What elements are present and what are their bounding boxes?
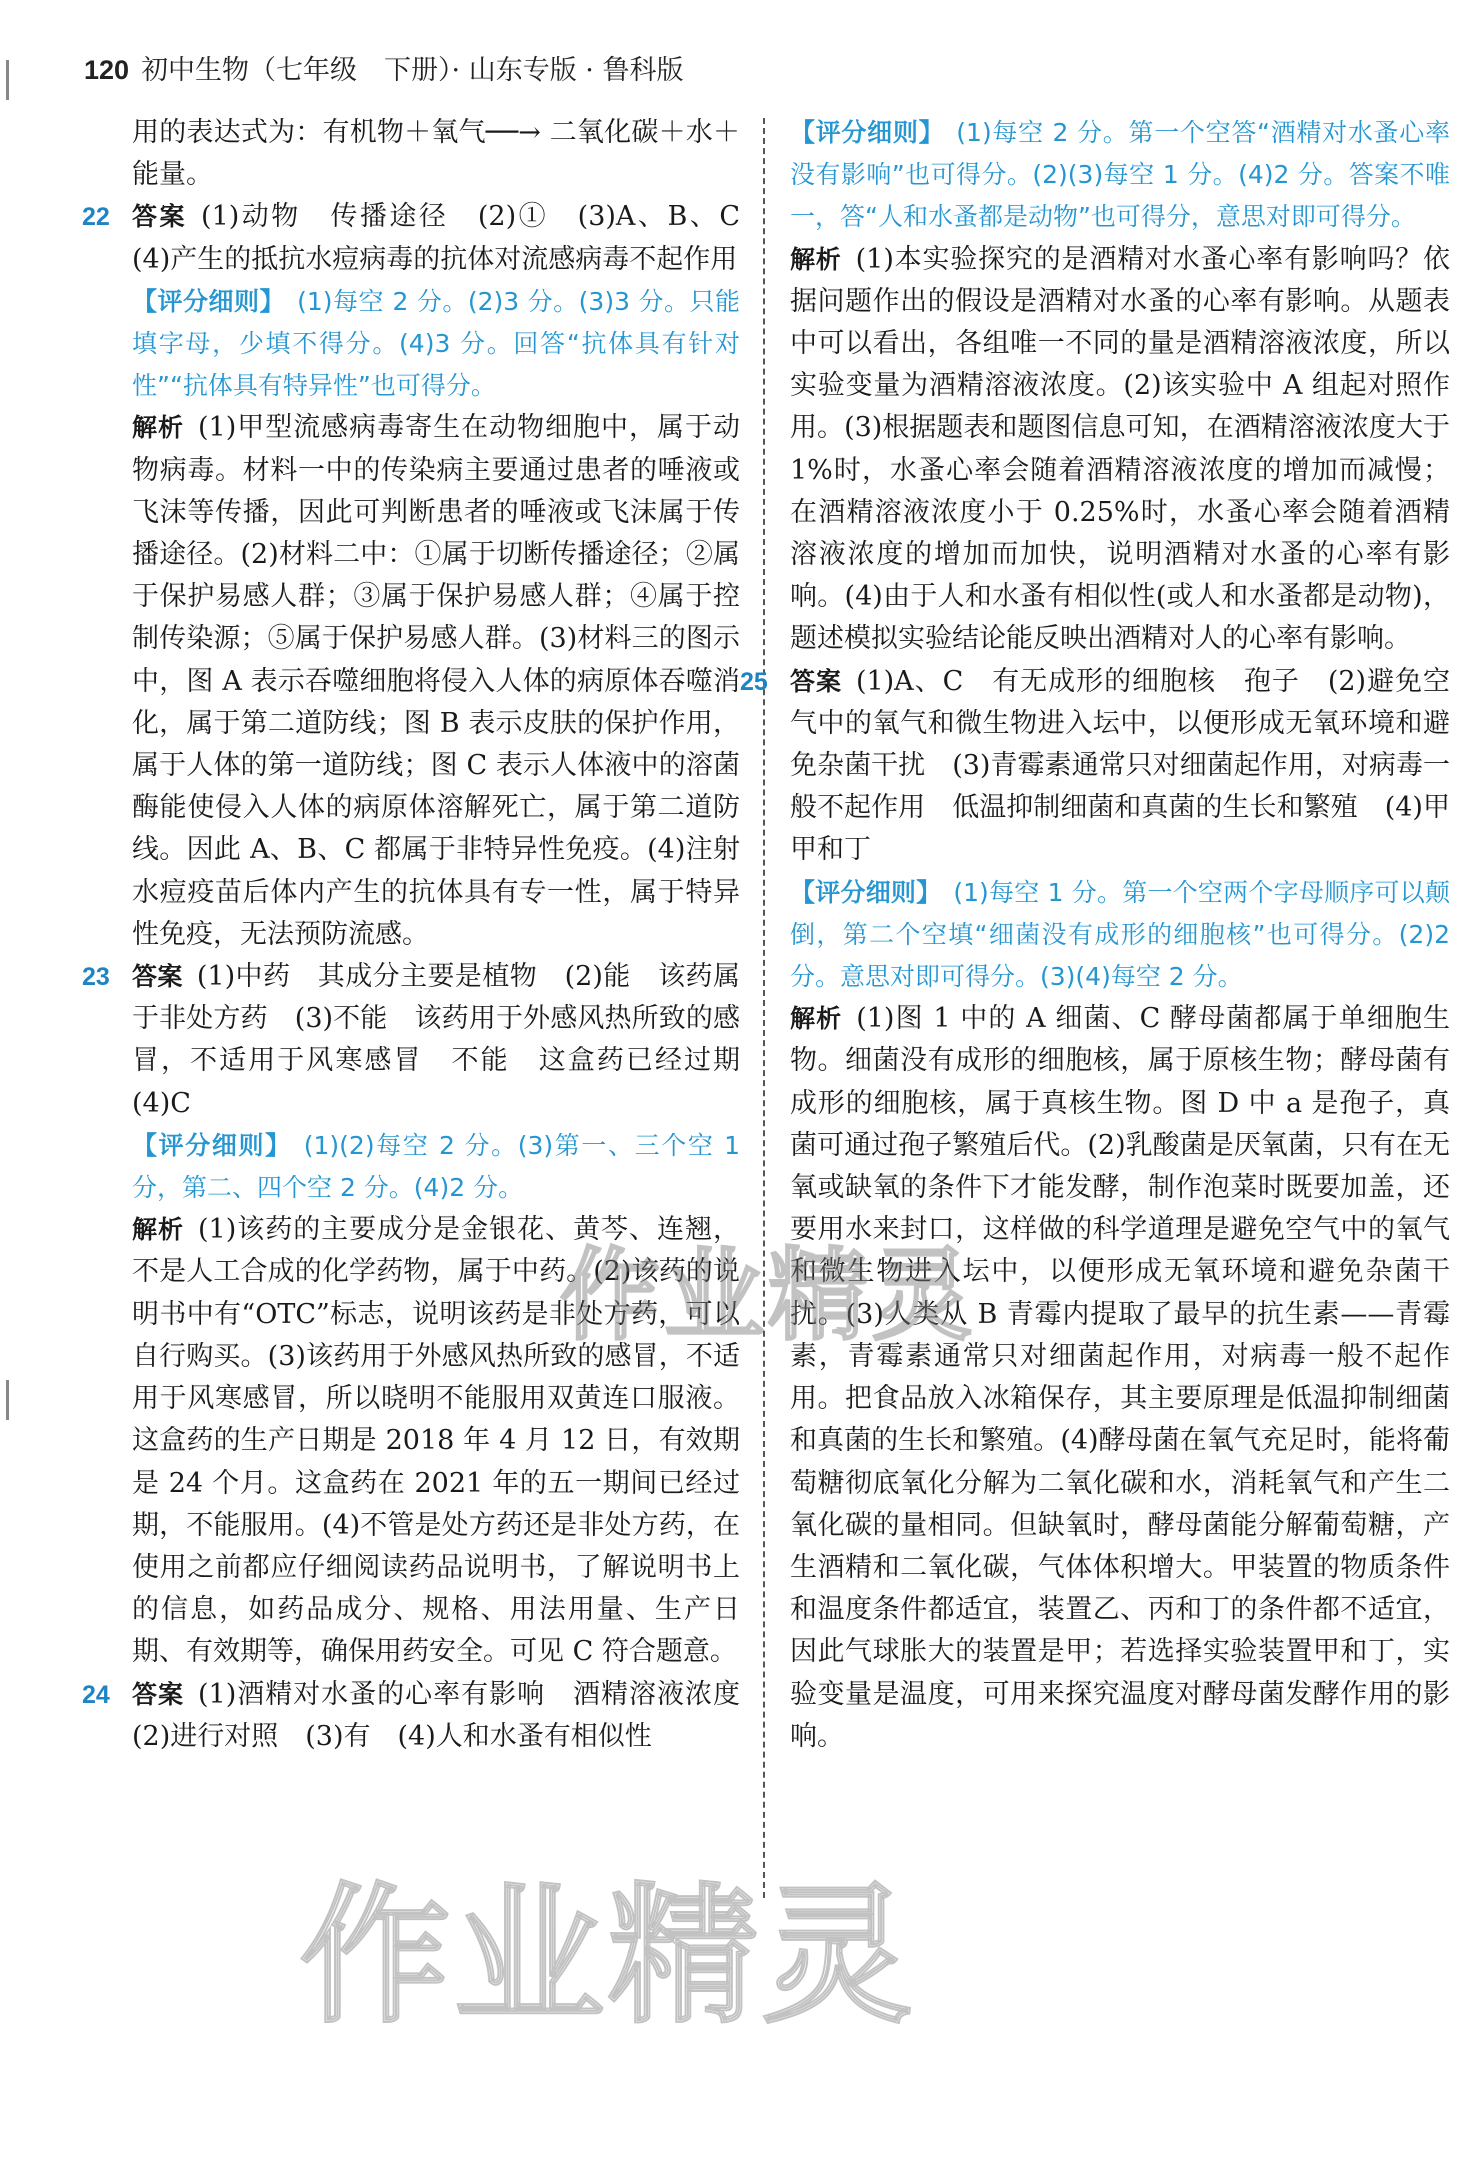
answer-text: (1)中药 其成分主要是植物 (2)能 该药属于非处方药 (3)不能 该药用于外感风热所致的感冒，不适用于风寒感冒 不能 这盒药已经过期 (4)C bbox=[132, 961, 767, 1119]
book-title: 初中生物（七年级 下册）· 山东专版 · 鲁科版 bbox=[141, 55, 684, 86]
analysis-text: (1)该药的主要成分是金银花、黄芩、连翘，不是人工合成的化学药物，属于中药。(2)该药的说明书中有“OTC”标志，说明该药是非处方药，可以自行购买。(3)该药用于外感风热所致的感冒，不适用于风寒感冒，所以晓明不能服用双黄连口服液。这盒药的生产日期是 2018 年 4 月 12 日，有效期是 24 个月。这盒药在 2021 年的五一期间已经过期，不能服用。(4)不管是处方药还是非处方药，在使用之前都应仔细阅读药品说明书，了解说明书上的信息，如药品成分、规格、用法用量、生产日期、有效期等，确保用药安全。可见 C 符合题意。 bbox=[132, 1214, 740, 1668]
watermark-lower: 作业精灵 bbox=[300, 1870, 917, 2044]
page-number: 120 bbox=[84, 55, 130, 85]
answer-label: 答案 bbox=[790, 666, 842, 696]
answer-block bbox=[132, 956, 767, 1125]
rubric-label: 【评分细则】 bbox=[132, 286, 286, 316]
analysis-label: 解析 bbox=[790, 1004, 843, 1034]
rubric-block bbox=[132, 281, 740, 408]
answer-text: (1)动物 传播途径 (2)① (3)A、B、C (4)产生的抵抗水痘病毒的抗体对流感病毒不起作用 bbox=[132, 201, 767, 275]
question-23 bbox=[82, 956, 767, 1673]
question-25 bbox=[740, 661, 1477, 1758]
answer-text: (1)酒精对水蚤的心率有影响 酒精溶液浓度 (2)进行对照 (3)有 (4)人和水蚤有相似性 bbox=[132, 1678, 767, 1752]
answer-block bbox=[790, 661, 1477, 872]
answer-label: 答案 bbox=[132, 962, 183, 992]
analysis-text: (1)甲型流感病毒寄生在动物细胞中，属于动物病毒。材料一中的传染病主要通过患者的唾液或飞沫等传播，因此可判断患者的唾液或飞沫属于传播途径。(2)材料二中：①属于切断传播途径；②属于保护易感人群；③属于保护易感人群；④属于控制传染源；⑤属于保护易感人群。(3)材料三的图示中，图 A 表示吞噬细胞将侵入人体的病原体吞噬消化，属于第二道防线；图 B 表示皮肤的保护作用，属于人体的第一道防线；图 C 表示人体液中的溶菌酶能使侵入人体的病原体溶解死亡，属于第二道防线。因此 A、B、C 都属于非特异性免疫。(4)注射水痘疫苗后体内产生的抗体具有专一性，属于特异性免疫，无法预防流感。 bbox=[132, 412, 740, 950]
page-header bbox=[84, 48, 683, 87]
rubric-label: 【评分细则】 bbox=[132, 1130, 292, 1160]
edge-mark-top bbox=[6, 60, 9, 100]
question-24 bbox=[82, 1674, 767, 1758]
watermark-upper: 作业精灵 bbox=[560, 1237, 976, 1354]
analysis-block bbox=[132, 1209, 740, 1673]
rubric-block bbox=[790, 872, 1450, 999]
edge-mark-middle bbox=[6, 1380, 9, 1420]
rubric-label: 【评分细则】 bbox=[790, 118, 945, 147]
intro-text: 用的表达式为：有机物＋氧气──→ 二氧化碳＋水＋能量。 bbox=[132, 117, 740, 191]
analysis-text: (1)本实验探究的是酒精对水蚤心率有影响吗？依据问题作出的假设是酒精对水蚤的心率有影响。从题表中可以看出，各组唯一不同的量是酒精溶液浓度，所以实验变量为酒精溶液浓度。(2)该实验中 A 组起对照作用。(3)根据题表和题图信息可知，在酒精溶液浓度大于 1%时，水蚤心率会随着酒精溶液浓度的增加而减慢；在酒精溶液浓度小于 0.25%时，水蚤心率会随着酒精溶液浓度的增加而加快，说明酒精对水蚤的心率有影响。(4)由于人和水蚤有相似性(或人和水蚤都是动物)，题述模拟实验结论能反映出酒精对人的心率有影响。 bbox=[790, 243, 1450, 655]
analysis-block bbox=[790, 998, 1450, 1758]
rubric-text: (1)每空 2 分。第一个空答“酒精对水蚤心率没有影响”也可得分。(2)(3)每空 1 分。(4)2 分。答案不唯一，答“人和水蚤都是动物”也可得分，意思对即可得分。 bbox=[790, 118, 1450, 232]
answer-block bbox=[132, 196, 767, 280]
question-number: 24 bbox=[82, 1680, 110, 1709]
answer-text: (1)A、C 有无成形的细胞核 孢子 (2)避免空气中的氧气和微生物进入坛中，以便形成无氧环境和避免杂菌干扰 (3)青霉素通常只对细菌起作用，对病毒一般不起作用 低温抑制细菌和真菌的生长和繁殖 (4)甲 甲和丁 bbox=[790, 665, 1477, 866]
question-number: 23 bbox=[82, 963, 110, 992]
answer-label: 答案 bbox=[132, 1679, 184, 1709]
analysis-block bbox=[790, 239, 1450, 661]
question-number: 22 bbox=[82, 203, 110, 232]
rubric-block bbox=[132, 1125, 740, 1209]
rubric-text: (1)(2)每空 2 分。(3)第一、三个空 1 分，第二、四个空 2 分。(4)2 分。 bbox=[132, 1130, 740, 1203]
analysis-text: (1)图 1 中的 A 细菌、C 酵母菌都属于单细胞生物。细菌没有成形的细胞核，属于原核生物；酵母菌有成形的细胞核，属于真核生物。图 D 中 a 是孢子，真菌可通过孢子繁殖后代。(2)乳酸菌是厌氧菌，只有在无氧或缺氧的条件下才能发酵，制作泡菜时既要加盖，还要用水来封口，这样做的科学道理是避免空气中的氧气和微生物进入坛中，以便形成无氧环境和避免杂菌干扰。(3)人类从 B 青霉内提取了最早的抗生素——青霉素，青霉素通常只对细菌起作用，对病毒一般不起作用。把食品放入冰箱保存，其主要原理是低温抑制细菌和真菌的生长和繁殖。(4)酵母菌在氧气充足时，能将葡萄糖彻底氧化分解为二氧化碳和水，消耗氧气和产生二氧化碳的量相同。但缺氧时，酵母菌能分解葡萄糖，产生酒精和二氧化碳，气体体积增大。甲装置的物质条件和温度条件都适宜，装置乙、丙和丁的条件都不适宜，因此气球胀大的装置是甲；若选择实验装置甲和丁，实验变量是温度，可用来探究温度对酵母菌发酵作用的影响。 bbox=[790, 1003, 1450, 1752]
analysis-label: 解析 bbox=[132, 1215, 184, 1245]
question-24-continued bbox=[790, 112, 1450, 661]
rubric-block bbox=[790, 112, 1450, 239]
analysis-label: 解析 bbox=[790, 244, 842, 274]
analysis-label: 解析 bbox=[132, 413, 184, 443]
rubric-text: (1)每空 2 分。(2)3 分。(3)3 分。只能填字母，少填不得分。(4)3 分。回答“抗体具有针对性”“抗体具有特异性”也可得分。 bbox=[132, 286, 740, 401]
rubric-label: 【评分细则】 bbox=[790, 877, 942, 907]
question-number: 25 bbox=[740, 667, 768, 696]
rubric-text: (1)每空 1 分。第一个空两个字母顺序可以颠倒，第二个空填“细菌没有成形的细胞核”也可得分。(2)2 分。意思对即可得分。(3)(4)每空 2 分。 bbox=[790, 877, 1450, 992]
answer-label: 答案 bbox=[132, 202, 188, 232]
answer-block bbox=[132, 1674, 767, 1758]
analysis-block bbox=[132, 407, 740, 956]
